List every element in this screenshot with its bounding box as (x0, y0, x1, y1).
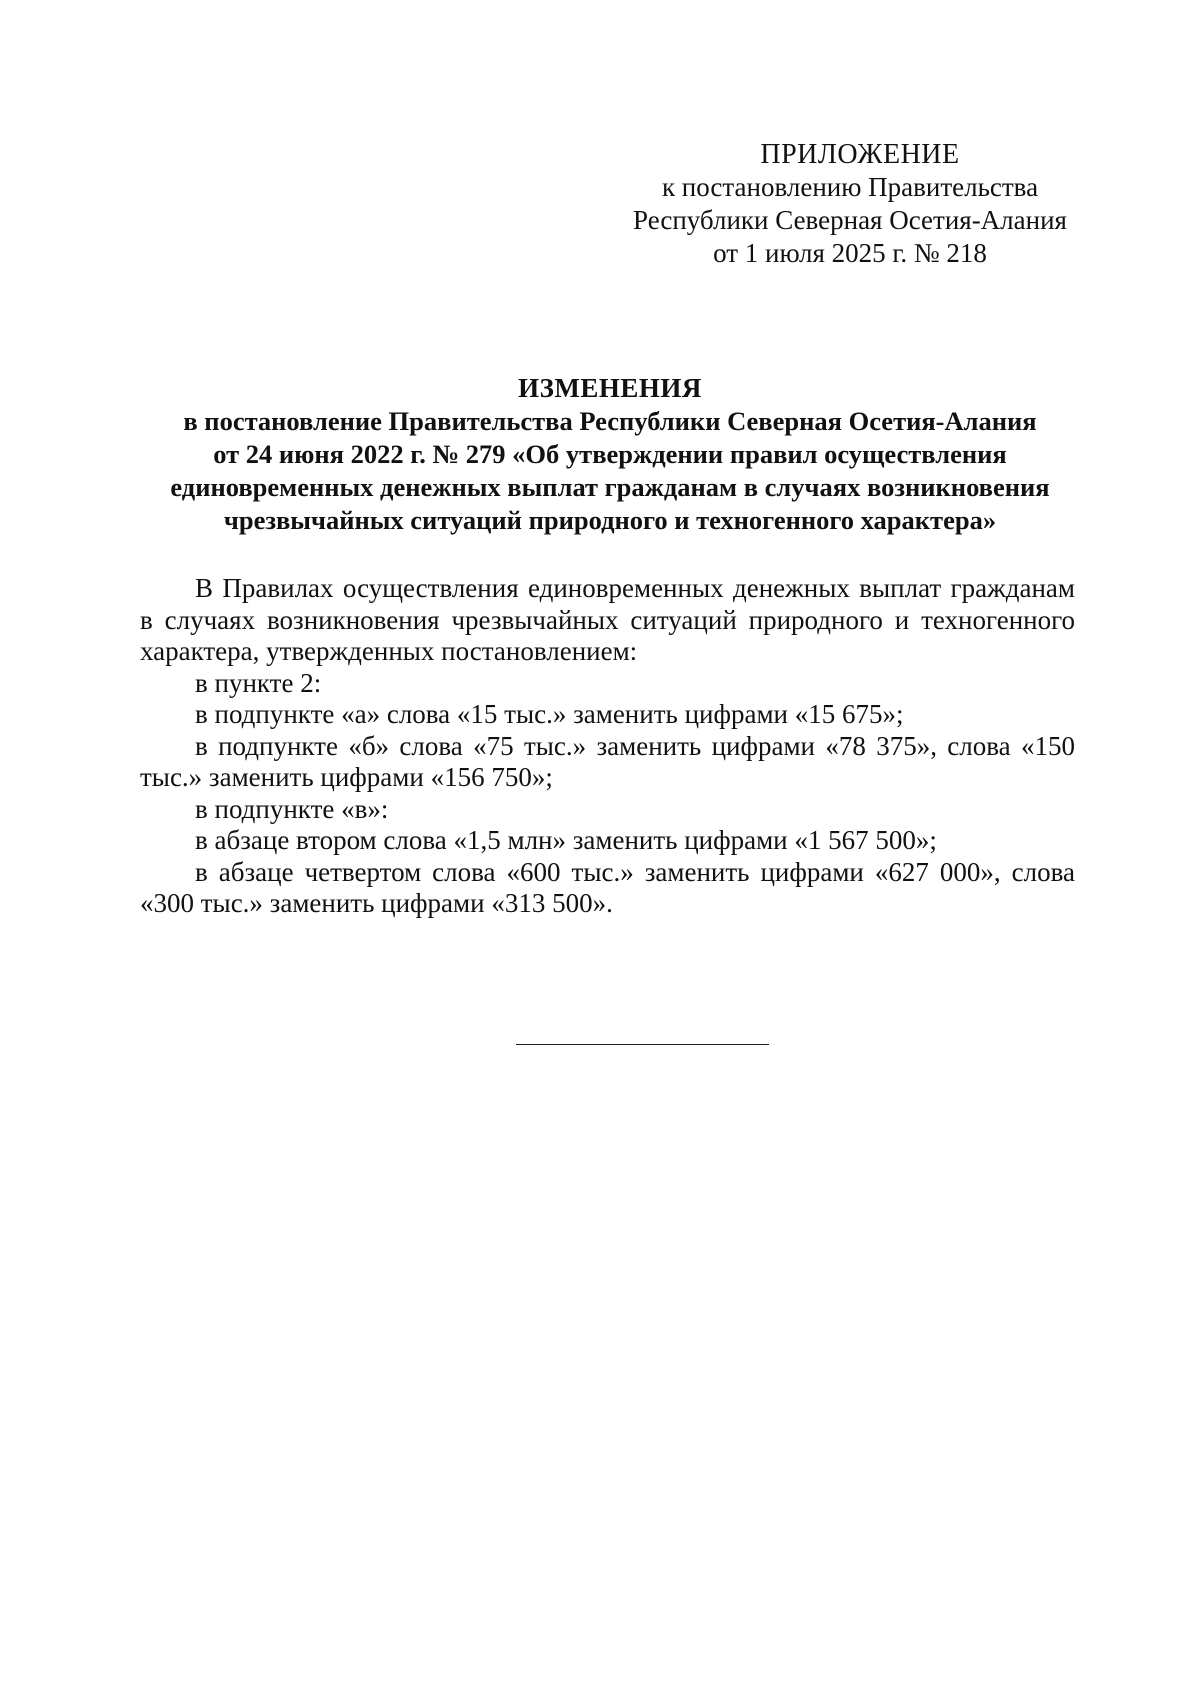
paragraph-point-2: в пункте 2: (195, 667, 322, 698)
paragraph-intro: В Правилах осуществления единовременных денежных выплат гражданам в случаях возникновения чрезвычайных ситуаций природного и техногенного характера, утвержденных постановлением: (140, 573, 1075, 666)
changes-line-4: чрезвычайных ситуаций природного и техногенного характера» (223, 505, 997, 535)
appendix-line-3: от 1 июля 2025 г. № 218 (713, 238, 987, 268)
appendix-title: ПРИЛОЖЕНИЕ (760, 139, 960, 170)
paragraph-subpoint-v: в подпункте «в»: (195, 793, 389, 824)
document-body (140, 573, 1075, 920)
end-separator-line (516, 1044, 769, 1045)
paragraph-subpoint-b: в подпункте «б» слова «75 тыс.» заменить цифрами «78 375», слова «150 тыс.» заменить цифрами «156 750»; (140, 730, 1075, 792)
changes-title-block (140, 372, 1080, 537)
appendix-line-1: к постановлению Правительства (661, 172, 1039, 202)
paragraph-abzac-2: в абзаце втором слова «1,5 млн» заменить цифрами «1 567 500»; (195, 825, 937, 855)
changes-line-2: от 24 июня 2022 г. № 279 «Об утверждении правил осуществления (213, 439, 1007, 469)
appendix-header (600, 138, 1100, 270)
changes-line-3: единовременных денежных выплат гражданам в случаях возникновения (170, 472, 1050, 502)
changes-line-1: в постановление Правительства Республики Северная Осетия-Алания (183, 406, 1037, 436)
appendix-line-2: Республики Северная Осетия-Алания (633, 205, 1067, 235)
paragraph-abzac-4: в абзаце четвертом слова «600 тыс.» заменить цифрами «627 000», слова «300 тыс.» заменить цифрами «313 500». (140, 856, 1075, 918)
paragraph-subpoint-a: в подпункте «а» слова «15 тыс.» заменить цифрами «15 675»; (195, 699, 904, 729)
changes-heading: ИЗМЕНЕНИЯ (518, 373, 702, 403)
